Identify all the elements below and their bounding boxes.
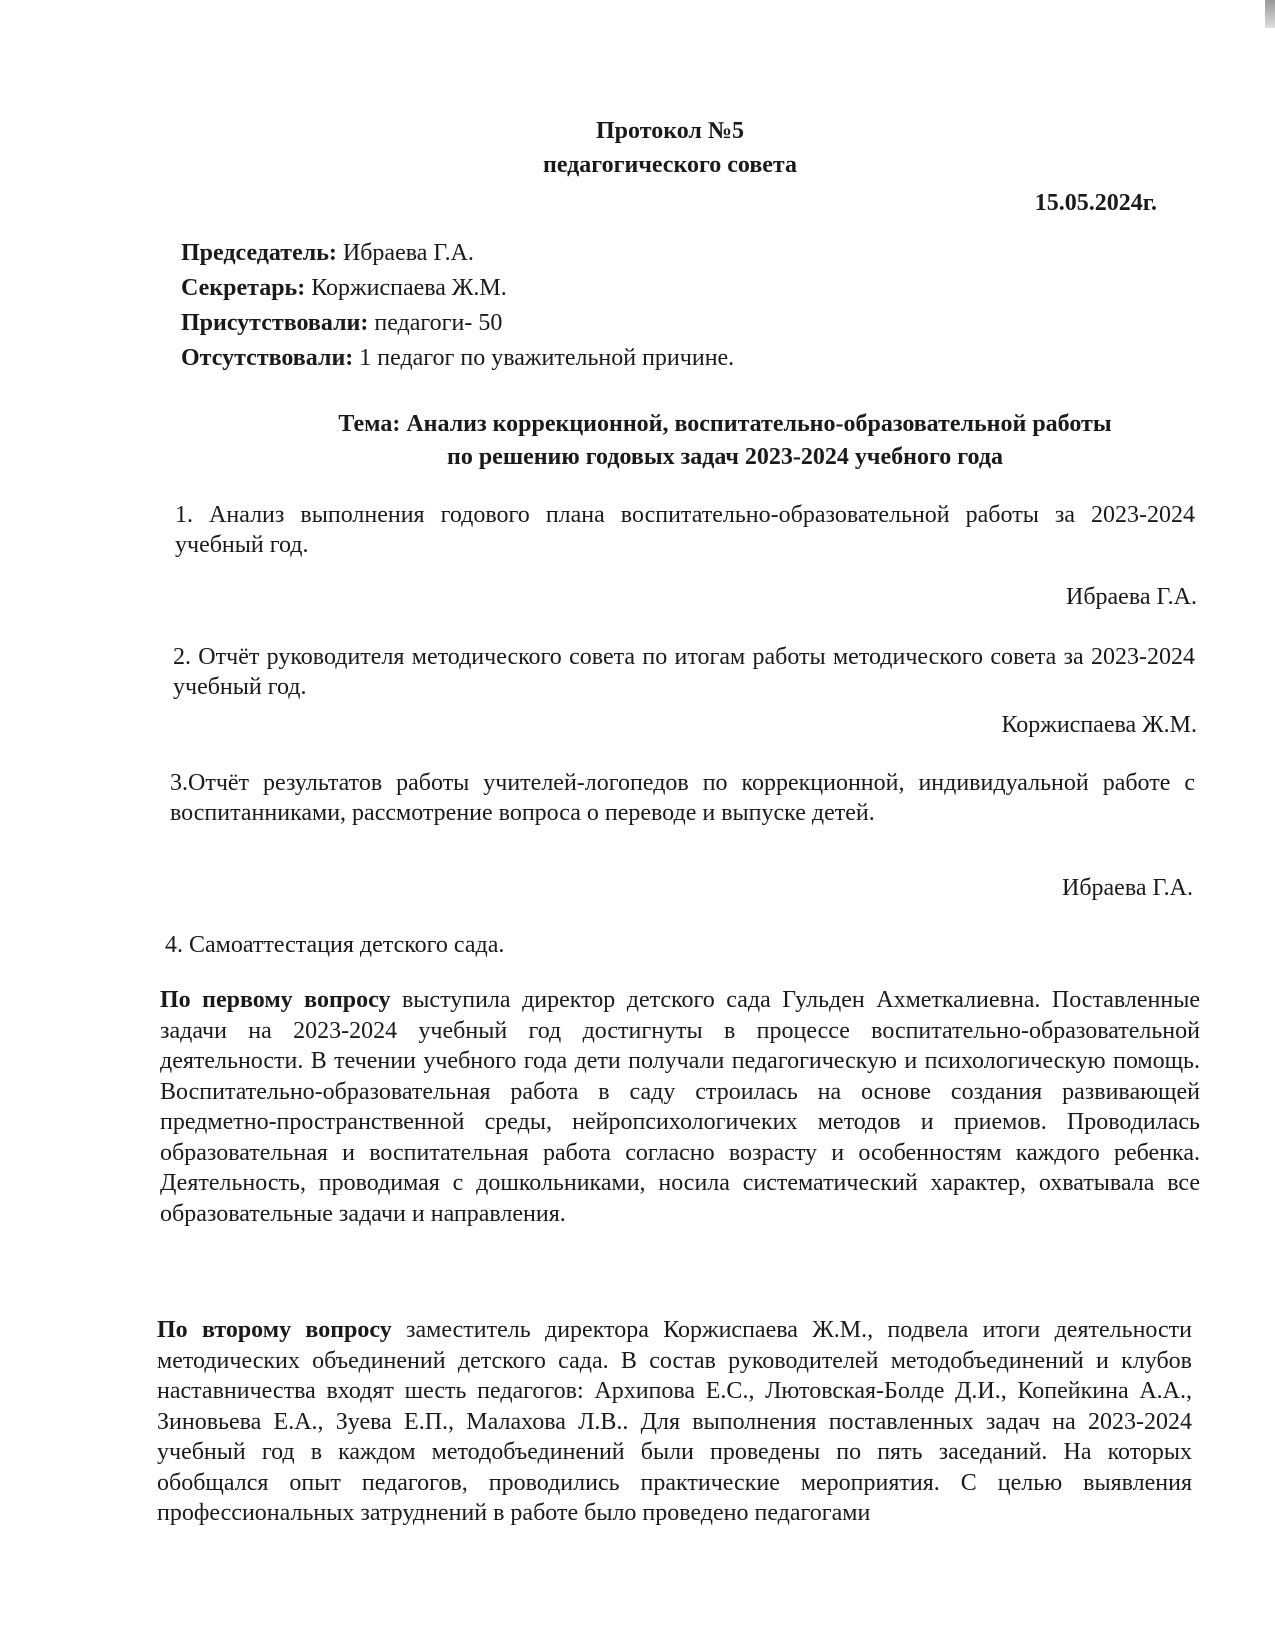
secretary-line bbox=[181, 275, 507, 302]
protocol-subtitle: педагогического совета bbox=[542, 152, 798, 178]
agenda-item-2: 2. Отчёт руководителя методического совета по итогам работы методического совета за 2023-2024 учебный год. bbox=[173, 644, 1195, 700]
agenda-item-3: 3.Отчёт результатов работы учителей-логопедов по коррекционной, индивидуальной работе с воспитанниками, рассмотрение вопроса о переводе и выпуске детей. bbox=[170, 770, 1195, 826]
agenda-item-4: 4. Самоаттестация детского сада. bbox=[165, 932, 505, 958]
discussion-second-text: заместитель директора Коржиспаева Ж.М., подвела итоги деятельности методических объединений детского сада. В состав руководителей методобъединений и клубов наставничества входят шесть педагогов: Архипова Е.С., Лютовская-Болде Д.И., Копейкина А.А., Зиновьева Е.А., Зуева Е.П., Малахова Л.В.. Для выполнения поставленных задач на 2023-2024 учебный год в каждом методобъединений были проведены по пять заседаний. На которых обобщался опыт педагогов, проводились практические мероприятия. С целью выявления профессиональных затруднений в работе было проведено педагогами bbox=[157, 1317, 1192, 1526]
present-line bbox=[181, 310, 502, 337]
discussion-first-lead: По первому вопросу bbox=[160, 987, 391, 1013]
chair-value: Ибраева Г.А. bbox=[336, 240, 474, 266]
theme-line-1: Тема: Анализ коррекционной, воспитательно-образовательной работы bbox=[338, 411, 1112, 437]
discussion-second-lead: По второму вопросу bbox=[157, 1317, 392, 1343]
discussion-second-question bbox=[157, 1315, 1192, 1529]
absent-label: Отсутствовали: bbox=[181, 345, 354, 371]
chair-label: Председатель: bbox=[181, 240, 337, 266]
secretary-value: Коржиспаева Ж.М. bbox=[305, 275, 507, 301]
scan-edge-mark bbox=[1265, 0, 1275, 28]
agenda-item-1: 1. Анализ выполнения годового плана воспитательно-образовательной работы за 2023-2024 учебный год. bbox=[175, 502, 1195, 558]
agenda-speaker-3: Ибраева Г.А. bbox=[1061, 875, 1193, 901]
discussion-first-question bbox=[160, 985, 1200, 1229]
theme-line-2: по решению годовых задач 2023-2024 учебного года bbox=[446, 444, 1003, 470]
agenda-speaker-1: Ибраева Г.А. bbox=[1065, 584, 1197, 610]
protocol-date: 15.05.2024г. bbox=[1034, 190, 1157, 216]
chair-line bbox=[181, 240, 474, 267]
present-value: педагоги- 50 bbox=[368, 310, 503, 336]
absent-line bbox=[181, 345, 734, 372]
discussion-first-text: выступила директор детского сада Гульден Ахметкалиевна. Поставленные задачи на 2023-2024 учебный год достигнуты в процессе воспитательно-образовательной деятельности. В течении учебного года дети получали педагогическую и психологическую помощь. Воспитательно-образовательная работа в саду строилась на основе создания развивающей предметно-пространственной среды, нейропсихологичеких методов и приемов. Проводилась образовательная и воспитательная работа согласно возрасту и особенностям каждого ребенка. Деятельность, проводимая с дошкольниками, носила систематический характер, охватывала все образовательные задачи и направления. bbox=[160, 987, 1200, 1227]
agenda-speaker-2: Коржиспаева Ж.М. bbox=[1001, 712, 1197, 738]
secretary-label: Секретарь: bbox=[181, 275, 306, 301]
absent-value: 1 педагог по уважительной причине. bbox=[353, 345, 735, 371]
protocol-title: Протокол №5 bbox=[596, 118, 744, 144]
present-label: Присутствовали: bbox=[181, 310, 369, 336]
